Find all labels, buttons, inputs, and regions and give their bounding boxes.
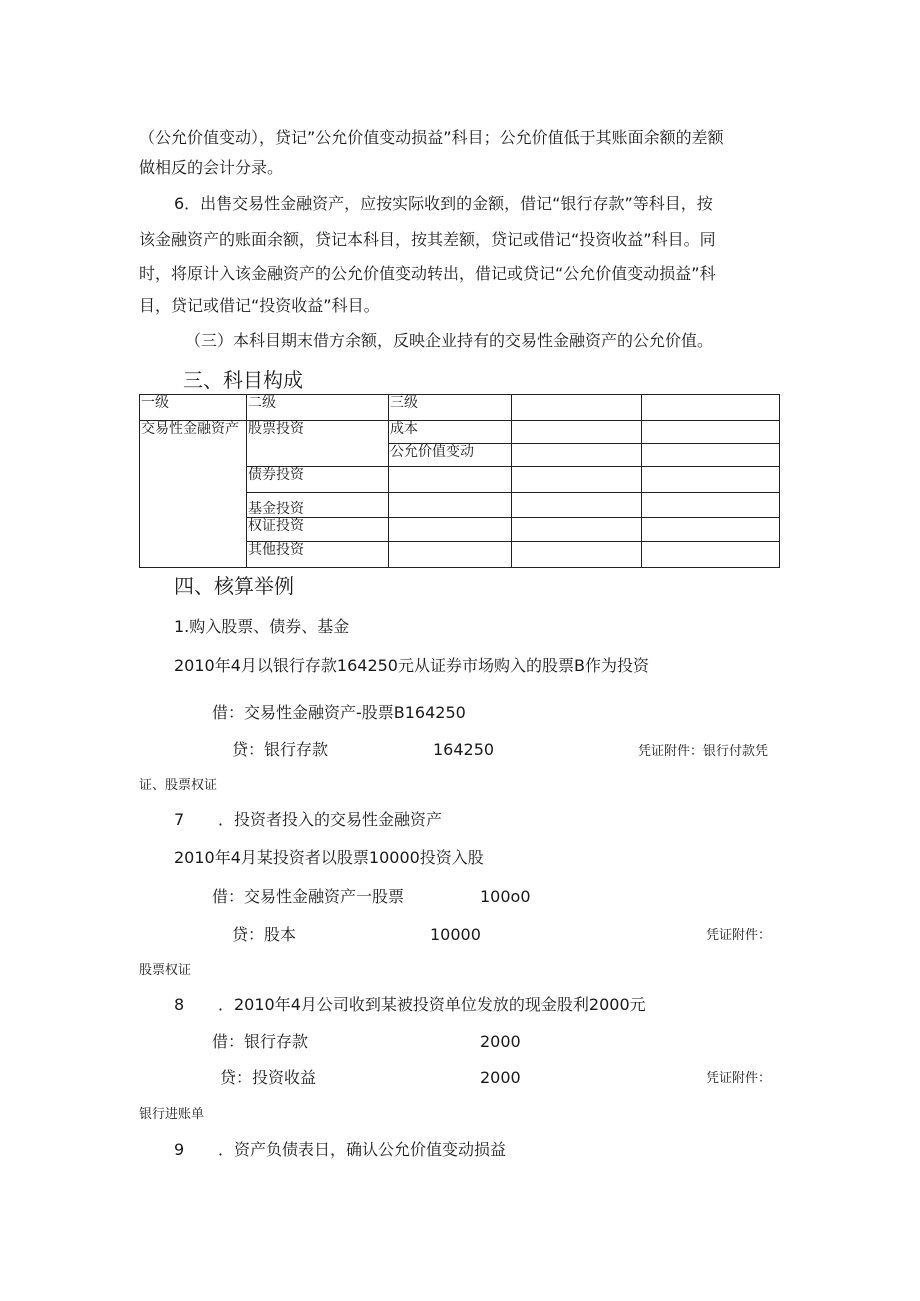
- ex7-credit-label: 贷：股本: [232, 925, 297, 944]
- item6-line: 目，贷记或借记“投资收益”科目。: [139, 296, 380, 315]
- ex1-voucher: 凭证附件：银行付款凭: [638, 744, 769, 759]
- period-end-note: （三）本科目期末借方余额，反映企业持有的交易性金融资产的公允价值。: [185, 331, 714, 350]
- ex7-voucher: 凭证附件：: [706, 928, 772, 943]
- level2-stock: 股票投资: [247, 421, 389, 467]
- ex8-credit-amount: 2000: [480, 1068, 521, 1087]
- ex1-debit: 借：交易性金融资产-股票B164250: [212, 703, 466, 722]
- level2-fund: 基金投资: [247, 493, 389, 518]
- empty-cell: [512, 467, 642, 493]
- ex1-title: 1.购入股票、债券、基金: [174, 617, 350, 636]
- ex8-debit-label: 借：银行存款: [212, 1032, 309, 1051]
- ex7-voucher-cont: 股票权证: [139, 963, 192, 978]
- empty-cell: [512, 395, 642, 421]
- level2-bond: 债券投资: [247, 467, 389, 493]
- empty-cell: [642, 518, 780, 542]
- empty-cell: [512, 542, 642, 568]
- ex7-title: ．投资者投入的交易性金融资产: [218, 810, 443, 829]
- empty-cell: [642, 467, 780, 493]
- ex8-title: ．2010年4月公司收到某被投资单位发放的现金股利2000元: [218, 995, 646, 1014]
- header-level3: 三级: [389, 395, 512, 421]
- empty-cell: [389, 493, 512, 518]
- empty-cell: [642, 542, 780, 568]
- level3-cost: 成本: [389, 421, 512, 444]
- ex1-credit-label: 贷：银行存款: [232, 740, 329, 759]
- ex8-voucher-cont: 银行进账单: [139, 1107, 205, 1122]
- ex9-title: ．资产负债表日，确认公允价值变动损益: [218, 1140, 507, 1159]
- account-structure-table: [139, 394, 780, 568]
- ex8-credit-label: 贷：投资收益: [220, 1068, 317, 1087]
- ex8-debit-amount: 2000: [480, 1032, 521, 1051]
- empty-cell: [389, 542, 512, 568]
- empty-cell: [512, 493, 642, 518]
- level2-other: 其他投资: [247, 542, 389, 568]
- ex7-debit-label: 借：交易性金融资产一股票: [212, 887, 405, 906]
- level1-account: 交易性金融资产: [140, 421, 247, 568]
- section3-heading: 三、科目构成: [183, 368, 303, 392]
- paragraph-line: 做相反的会计分录。: [139, 158, 284, 177]
- empty-cell: [512, 518, 642, 542]
- level3-fair-value: 公允价值变动: [389, 444, 512, 467]
- item6-line: 时，将原计入该金融资产的公允价值变动转出，借记或贷记“公允价值变动损益”科: [139, 264, 716, 283]
- ex8-voucher: 凭证附件：: [706, 1071, 772, 1086]
- level2-warrant: 权证投资: [247, 518, 389, 542]
- ex7-desc: 2010年4月某投资者以股票10000投资入股: [174, 848, 484, 867]
- ex7-debit-amount: 100o0: [480, 887, 531, 906]
- item6-line: 6．出售交易性金融资产，应按实际收到的金额，借记“银行存款”等科目，按: [174, 194, 713, 213]
- empty-cell: [512, 421, 642, 444]
- section4-heading: 四、核算举例: [174, 574, 294, 598]
- ex9-number: 9: [174, 1140, 185, 1159]
- ex1-desc: 2010年4月以银行存款164250元从证券市场购入的股票B作为投资: [174, 656, 649, 675]
- ex1-voucher-cont: 证、股票权证: [139, 778, 218, 793]
- empty-cell: [512, 444, 642, 467]
- paragraph-line: （公允价值变动），贷记”公允价值变动损益”科目；公允价值低于其账面余额的差额: [139, 128, 724, 147]
- item6-line: 该金融资产的账面余额，贷记本科目，按其差额，贷记或借记“投资收益”科目。同: [139, 230, 716, 249]
- empty-cell: [389, 518, 512, 542]
- ex7-number: 7: [174, 810, 185, 829]
- ex7-credit-amount: 10000: [430, 925, 481, 944]
- ex8-number: 8: [174, 995, 185, 1014]
- empty-cell: [642, 421, 780, 444]
- empty-cell: [642, 395, 780, 421]
- ex1-credit-amount: 164250: [433, 740, 495, 759]
- header-level2: 二级: [247, 395, 389, 421]
- header-level1: 一级: [140, 395, 247, 421]
- empty-cell: [642, 493, 780, 518]
- empty-cell: [389, 467, 512, 493]
- empty-cell: [642, 444, 780, 467]
